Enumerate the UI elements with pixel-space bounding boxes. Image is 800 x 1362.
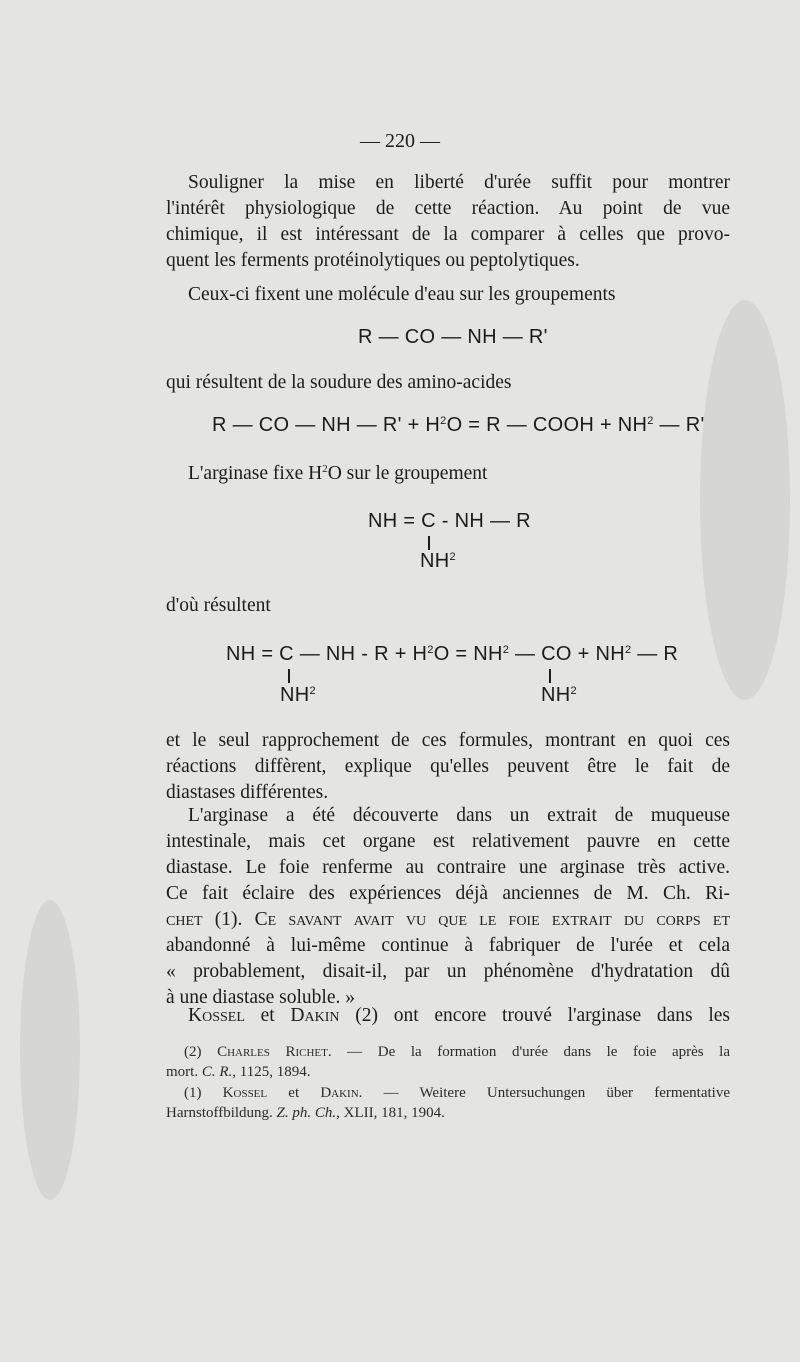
text-line: réactions diffèrent, explique qu'elles peuvent être le fait de: [166, 756, 730, 777]
formula-part: NH = C — NH - R + H: [226, 643, 428, 665]
subscript: 2: [647, 415, 654, 427]
footnote-kossel-dakin: [166, 1083, 730, 1123]
subscript: 2: [427, 644, 434, 656]
footnote-line: [166, 1083, 730, 1103]
text-line: chimique, il est intéressant de la comparer à celles que provo-: [166, 224, 730, 245]
bond-line: [428, 536, 430, 550]
text-line: diastase. Le foie renferme au contraire une arginase très active.: [166, 857, 730, 878]
author-name: Kossel: [188, 1005, 245, 1026]
subscript: 2: [449, 551, 456, 563]
paragraph-kossel-dakin: [166, 1003, 730, 1029]
paragraph-discovery: [166, 803, 730, 1011]
text-line: à une diastase soluble. »: [166, 987, 355, 1008]
text-line: [166, 1003, 730, 1029]
text-part: L'arginase fixe H: [188, 463, 323, 484]
text-line: Souligner la mise en liberté d'urée suffit pour montrer: [188, 172, 730, 193]
paper-stain: [20, 900, 80, 1200]
subscript: 2: [624, 644, 632, 656]
text-part: et: [244, 1005, 291, 1026]
formula-part: NH: [420, 550, 450, 572]
text-line: « probablement, disait-il, par un phénomène d'hydratation dû: [166, 961, 730, 982]
formula-part: — CO + NH: [509, 643, 625, 665]
subscript: 2: [502, 644, 510, 656]
footnote-marker: (2): [184, 1044, 218, 1060]
text-part: , XLII, 181, 1904.: [336, 1105, 445, 1121]
footnote-marker: (1): [184, 1085, 223, 1101]
text-line: l'intérêt physiologique de cette réaction. Au point de vue: [166, 198, 730, 219]
paragraph-amino-acids: qui résultent de la soudure des amino-acides: [166, 372, 512, 393]
bond-line: [549, 669, 551, 683]
paragraph-result: d'où résultent: [166, 595, 271, 616]
paragraph-arginase-fixes: [188, 463, 487, 485]
formula-bottom-left: [280, 684, 316, 707]
text-line: et le seul rapprochement de ces formules, montrant en quoi ces: [166, 730, 730, 751]
formula-part: R — CO — NH — R' + H: [212, 414, 441, 436]
text-part: Harnstoffbildung.: [166, 1105, 277, 1121]
text-line: chet (1). Ce savant avait vu que le foie extrait du corps et: [166, 909, 730, 930]
footnote-line: [166, 1042, 730, 1062]
footnote-line: [166, 1103, 730, 1123]
subscript: 2: [309, 685, 316, 697]
formula-part: O = R — COOH + NH: [446, 414, 648, 436]
formula-bottom-right: [541, 684, 577, 707]
formula-guanidine-bottom: [420, 550, 456, 573]
page-number: — 220 —: [360, 130, 440, 152]
formula-part: NH: [541, 684, 571, 706]
formula-guanidine-top: NH = C - NH — R: [368, 510, 531, 532]
author-name: Dakin: [290, 1005, 340, 1026]
formula-peptide-group: R — CO — NH — R': [358, 326, 548, 348]
text-part: mort.: [166, 1064, 202, 1080]
formula-part: — R: [631, 643, 679, 665]
formula-part: NH: [280, 684, 310, 706]
footnote-richet: [166, 1042, 730, 1082]
footnote-line: [166, 1062, 730, 1082]
text-line: quent les ferments protéinolytiques ou peptolytiques.: [166, 250, 580, 271]
subscript: 2: [440, 415, 447, 427]
journal-name: C. R.: [201, 1064, 233, 1080]
paper-stain: [700, 300, 790, 700]
bond-line: [288, 669, 290, 683]
text-part: , 1125, 1894.: [232, 1064, 311, 1080]
subscript: 2: [570, 685, 577, 697]
formula-part: O = NH: [433, 643, 503, 665]
formula-hydrolysis: [212, 414, 705, 437]
text-part: (2) ont encore trouvé l'arginase dans les: [339, 1005, 730, 1026]
author-name: Charles Richet: [217, 1044, 328, 1060]
author-name: Kossel: [222, 1085, 268, 1101]
journal-name: Z. ph. Ch.: [276, 1105, 337, 1121]
text-part: . — De la formation d'urée dans le foie après la: [327, 1044, 730, 1060]
paragraph-ceux-ci: Ceux-ci fixent une molécule d'eau sur les groupements: [188, 284, 616, 305]
text-part: O sur le groupement: [327, 463, 488, 484]
paragraph-comparison: [166, 728, 730, 806]
formula-arginase-reaction: [226, 643, 678, 666]
text-line: diastases différentes.: [166, 782, 329, 803]
text-line: L'arginase a été découverte dans un extrait de muqueuse: [188, 805, 730, 826]
text-part: et: [267, 1085, 321, 1101]
text-line: Ce fait éclaire des expériences déjà anciennes de M. Ch. Ri-: [166, 883, 730, 904]
author-name: Dakin: [320, 1085, 359, 1101]
subscript: 2: [322, 463, 328, 475]
formula-part: — R': [653, 414, 705, 436]
text-line: abandonné à lui-même continue à fabriquer de l'urée et cela: [166, 935, 730, 956]
text-line: intestinale, mais cet organe est relativement pauvre en cette: [166, 831, 730, 852]
paragraph-intro: [166, 170, 730, 274]
text-part: . — Weitere Untersuchungen über fermentative: [358, 1085, 730, 1101]
